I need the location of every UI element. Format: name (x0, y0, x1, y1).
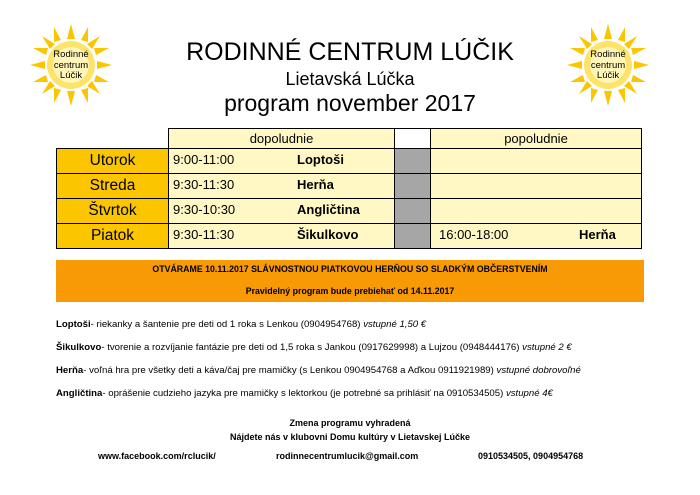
slot-activity: Herňa (297, 177, 334, 192)
description-item (56, 388, 553, 399)
description-item (56, 365, 581, 376)
slot-time: 9:00-11:00 (173, 152, 235, 167)
header-morning: dopoludnie (168, 128, 395, 149)
opening-banner (56, 260, 644, 302)
slot-time: 9:30-11:30 (173, 227, 235, 242)
slot-activity: Šikulkovo (297, 227, 359, 242)
activity-name: Angličtina (56, 388, 103, 399)
day-cell: Utorok (56, 148, 169, 174)
slot-time: 16:00-18:00 (439, 227, 509, 242)
activity-name: Loptoši (56, 319, 91, 330)
activity-text: - oprášenie cudzieho jazyka pre mamičky s lektorkou (je potrebné sa prihlásiť na 0910534505) (102, 388, 504, 399)
day-cell: Streda (56, 173, 169, 199)
day-cell: Piatok (56, 223, 169, 249)
activity-text: - tvorenie a rozvíjanie fantázie pre deti od 1,5 roka s Jankou (0917629998) a Lujzou (0948444176) (101, 342, 520, 353)
divider-cell (394, 223, 431, 249)
activity-text: - riekanky a šantenie pre deti od 1 roka s Lenkou (0904954768) (90, 319, 361, 330)
location-subtitle: Lietavská Lúčka (285, 69, 415, 89)
slot-activity: Herňa (579, 227, 616, 242)
slot-activity: Angličtina (297, 202, 360, 217)
email-link[interactable]: rodinnecentrumlucik@gmail.com (276, 451, 419, 461)
afternoon-slot (430, 223, 642, 249)
slot-time: 9:30-11:30 (173, 177, 235, 192)
afternoon-slot (430, 148, 642, 174)
logo-line3: Lúčik (59, 70, 83, 81)
phone-numbers: 0910534505, 0904954768 (478, 451, 584, 461)
description-item (56, 319, 426, 330)
activity-price: vstupné 4€ (505, 388, 553, 399)
divider-cell (394, 198, 431, 224)
activity-name: Herňa (56, 365, 84, 376)
slot-activity: Loptoši (297, 152, 344, 167)
day-cell: Štvrtok (56, 198, 169, 224)
facebook-link[interactable]: www.facebook.com/rclucik/ (98, 451, 216, 461)
divider-cell (394, 148, 431, 174)
morning-slot (168, 173, 395, 199)
slot-time: 9:30-10:30 (173, 202, 236, 217)
activity-price: vstupné 1,50 € (363, 319, 427, 330)
activity-price: vstupné dobrovoľné (496, 365, 581, 376)
activity-name: Šikulkovo (56, 342, 102, 353)
logo-line1: Rodinné (590, 49, 626, 60)
logo-line2: centrum (590, 59, 626, 71)
morning-slot (168, 223, 395, 249)
logo-line1: Rodinné (53, 49, 89, 60)
afternoon-slot (430, 198, 642, 224)
page-title: RODINNÉ CENTRUM LÚČIK (186, 38, 514, 66)
activity-price: vstupné 2 € (522, 342, 572, 353)
banner-regular-text: Pravidelný program bude prebiehať od 14.11.2017 (245, 286, 455, 296)
venue-note: Nájdete nás v klubovni Domu kultúry v Lietavskej Lúčke (229, 432, 471, 442)
logo-line2: centrum (53, 59, 89, 71)
header-divider (394, 128, 431, 149)
logo-line3: Lúčik (596, 70, 620, 81)
program-subtitle: program november 2017 (224, 90, 476, 116)
program-change-notice: Zmena programu vyhradená (289, 418, 411, 428)
morning-slot (168, 148, 395, 174)
afternoon-slot (430, 173, 642, 199)
morning-slot (168, 198, 395, 224)
description-item (56, 342, 572, 353)
activity-text: - voľná hra pre všetky deti a káva/čaj pre mamičky (s Lenkou 0904954768 a Aďkou 0911921989) (83, 365, 494, 376)
banner-opening-text: OTVÁRAME 10.11.2017 SLÁVNOSTNOU PIATKOVOU HERŇOU SO SLADKÝM OBČERSTVENÍM (152, 264, 548, 274)
header-afternoon: popoludnie (430, 128, 642, 149)
divider-cell (394, 173, 431, 199)
